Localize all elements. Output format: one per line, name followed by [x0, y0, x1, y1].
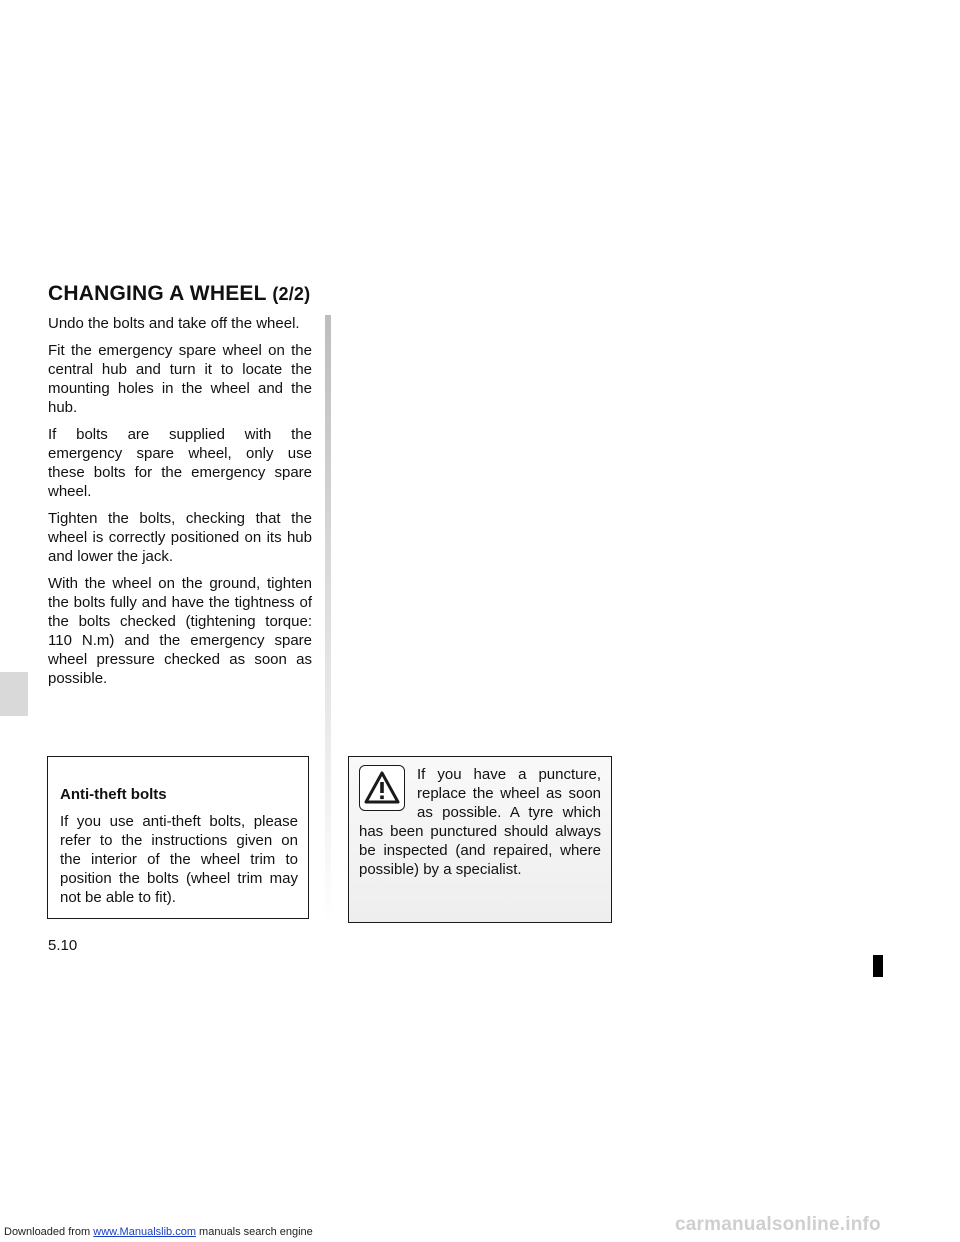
chapter-tab	[0, 672, 28, 716]
manualslib-link[interactable]: www.Manualslib.com	[93, 1226, 196, 1238]
page-title	[48, 282, 310, 306]
download-footer	[4, 1226, 313, 1238]
watermark: carmanualsonline.info	[675, 1214, 881, 1235]
page-number: 5.10	[48, 937, 78, 954]
page-title-suffix: (2/2)	[272, 284, 311, 304]
instruction-paragraph: If bolts are supplied with the emergency spare wheel, only use these bolts for the emergency spare wheel.	[48, 426, 312, 500]
instruction-paragraph: With the wheel on the ground, tighten the bolts fully and have the tightness of the bolts checked (tightening torque: 110 N.m) and the emergency spare wheel pressure checked as soon as possible.	[48, 575, 312, 687]
warning-box	[348, 756, 612, 923]
main-instructions	[48, 314, 312, 696]
page-title-text: CHANGING A WHEEL	[48, 282, 267, 305]
warning-text: If you have a puncture, replace the wheel as soon as possible. A tyre which has been punctured should always be inspected (and repaired, where possible) by a specialist.	[359, 766, 601, 878]
column-divider	[325, 315, 331, 925]
footer-suffix: manuals search engine	[199, 1226, 313, 1238]
warning-triangle-icon	[359, 765, 405, 811]
instruction-paragraph: Tighten the bolts, checking that the wheel is correctly positioned on its hub and lower the jack.	[48, 510, 312, 565]
anti-theft-note-box	[47, 756, 309, 919]
footer-prefix: Downloaded from	[4, 1226, 91, 1238]
instruction-paragraph: Fit the emergency spare wheel on the central hub and turn it to locate the mounting holes in the wheel and the hub.	[48, 342, 312, 416]
anti-theft-heading: Anti-theft bolts	[60, 786, 167, 803]
section-end-marker	[873, 955, 883, 977]
instruction-paragraph: Undo the bolts and take off the wheel.	[48, 315, 300, 332]
anti-theft-body: If you use anti-theft bolts, please refer to the instructions given on the interior of the wheel trim to position the bolts (wheel trim may not be able to fit).	[60, 813, 298, 906]
